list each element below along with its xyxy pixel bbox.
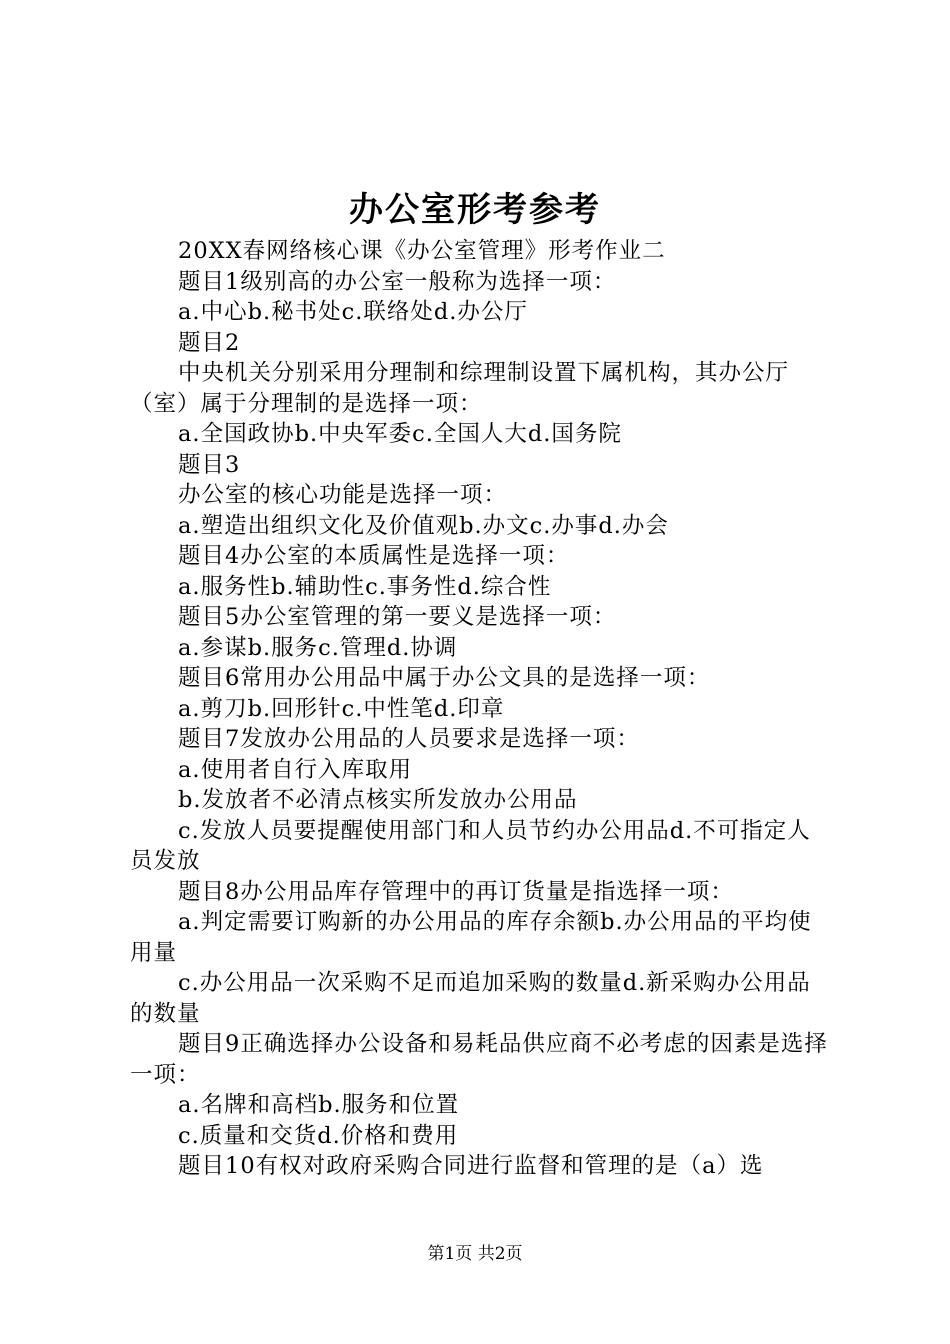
paragraph: 题目4办公室的本质属性是选择一项：	[178, 543, 570, 569]
paragraph: 办公室的核心功能是选择一项：	[178, 482, 508, 508]
paragraph: 题目10有权对政府采购合同进行监督和管理的是（a）选	[178, 1153, 764, 1179]
paragraph: a.使用者自行入库取用	[178, 756, 413, 783]
paragraph: 题目8办公用品库存管理中的再订货量是指选择一项：	[178, 878, 734, 905]
paragraph: 中央机关分别采用分理制和综理制设置下属机构，其办公厅（室）属于分理制的是选择一项：	[130, 360, 790, 417]
paragraph: 题目9正确选择办公设备和易耗品供应商不必考虑的因素是选择一项：	[130, 1031, 828, 1088]
paragraph: a.名牌和高档b.服务和位置	[178, 1092, 460, 1118]
paragraph: c.发放人员要提醒使用部门和人员节约办公用品d.不可指定人员发放	[130, 817, 811, 874]
document-title: 办公室形考参考	[349, 190, 601, 230]
paragraph: c.办公用品一次采购不足而追加采购的数量d.新采购办公用品的数量	[130, 970, 811, 1027]
paragraph: a.服务性b.辅助性c.事务性d.综合性	[178, 573, 552, 600]
paragraph: c.质量和交货d.价格和费用	[178, 1122, 459, 1149]
paragraph: 题目6常用办公用品中属于办公文具的是选择一项：	[178, 665, 711, 691]
paragraph: a.判定需要订购新的办公用品的库存余额b.办公用品的平均使用量	[130, 909, 812, 966]
paragraph: b.发放者不必清点核实所发放办公用品	[178, 787, 578, 813]
paragraph: a.参谋b.服务c.管理d.协调	[178, 634, 458, 661]
paragraph: a.塑造出组织文化及价值观b.办文c.办事d.办会	[178, 512, 669, 539]
document-body	[130, 236, 834, 1182]
paragraph: 题目1级别高的办公室一般称为选择一项：	[178, 268, 617, 295]
paragraph: a.中心b.秘书处c.联络处d.办公厅	[178, 299, 528, 325]
paragraph: a.剪刀b.回形针c.中性笔d.印章	[178, 695, 505, 722]
paragraph: a.全国政协b.中央军委c.全国人大d.国务院	[178, 421, 622, 447]
paragraph: 题目7发放办公用品的人员要求是选择一项：	[178, 726, 640, 752]
paragraph: 题目5办公室管理的第一要义是选择一项：	[178, 604, 617, 630]
paragraph: 20XX春网络核心课《办公室管理》形考作业二	[178, 238, 666, 264]
page-number-footer: 第1页 共2页	[427, 1244, 523, 1264]
paragraph: 题目2	[178, 329, 241, 356]
paragraph: 题目3	[178, 451, 241, 478]
